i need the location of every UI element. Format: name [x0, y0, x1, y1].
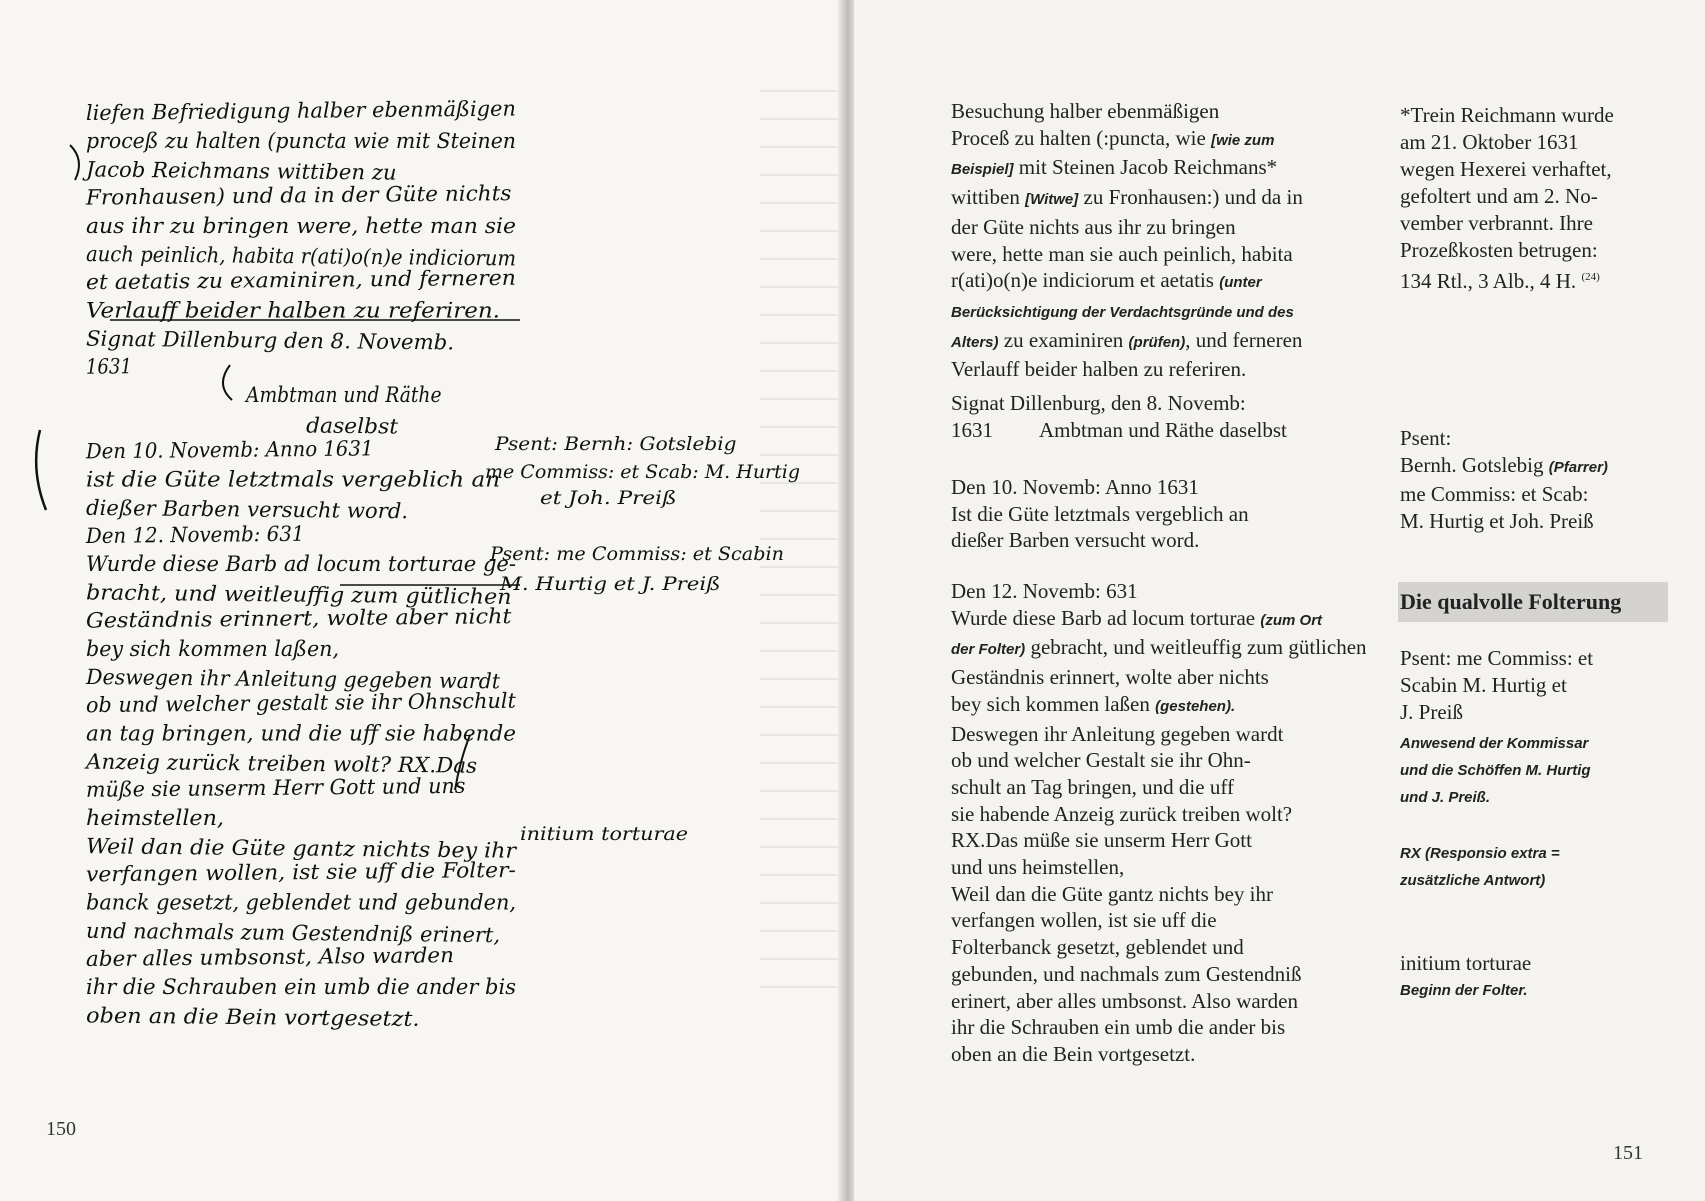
m-line: RX (Responsio extra = — [1400, 845, 1560, 862]
handwriting-line: Ambtman und Räthe — [244, 383, 442, 407]
m-line: Anwesend der Kommissar — [1400, 735, 1589, 752]
t-line: Wurde diese Barb ad locum torturae — [951, 605, 1256, 630]
t-line: schult an Tag bringen, und die uff — [951, 774, 1234, 799]
handwriting-line: liefen Befriedigung halber ebenmäßigen — [85, 96, 518, 125]
t-annotation: [Witwe] — [1025, 191, 1079, 209]
t-line: zu Fronhausen:) und da in — [1083, 185, 1303, 210]
handwriting-line: ist die Güte letztmals vergeblich an — [86, 467, 500, 492]
handwriting-line: bracht, und weitleuffig zum gütlichen — [85, 580, 488, 609]
handwriting-line: Anzeig zurück treiben wolt? RX.Das — [85, 749, 470, 778]
t-place: Ambtman und Räthe daselbst — [1039, 417, 1287, 442]
t-line: Signat Dillenburg, den 8. Novemb: — [951, 391, 1246, 415]
m-line: und die Schöffen M. Hurtig — [1400, 762, 1591, 779]
transcription-block-2 — [951, 390, 1391, 443]
t-annotation: (prüfen) — [1128, 333, 1186, 351]
m-line: Bernh. Gotslebig — [1400, 453, 1544, 477]
transcription-block-1 — [951, 98, 1391, 383]
handwriting-line: Jacob Reichmans wittiben zu — [85, 157, 395, 185]
t-line: RX.Das müße sie unserm Herr Gott — [951, 828, 1252, 853]
t-annotation: (gestehen). — [1155, 697, 1236, 715]
m-line: *Trein Reichmann wurde — [1400, 103, 1614, 127]
handwriting-line: müße sie unserm Herr Gott und uns — [85, 773, 472, 802]
t-line: sie habende Anzeig zurück treiben wolt? — [951, 801, 1293, 826]
handwriting-line: aus ihr zu bringen were, hette man sie — [86, 213, 516, 238]
t-line: und uns heimstellen, — [951, 855, 1125, 880]
margin-rx-note — [1400, 840, 1665, 894]
handwriting-margin-note: Psent: Bernh: Gotslebig — [493, 433, 737, 455]
handwriting-line: Signat Dillenburg den 8. Novemb. — [85, 326, 451, 355]
t-annotation: der Folter) — [951, 641, 1026, 659]
handwriting-line: verfangen wollen, ist sie uff die Folter- — [85, 858, 498, 887]
t-line: Folterbanck gesetzt, geblendet und — [951, 935, 1244, 960]
t-line: verfangen wollen, ist sie uff die — [951, 908, 1217, 933]
t-line: Geständnis erinnert, wolte aber nichts — [951, 665, 1269, 690]
left-page — [0, 0, 850, 1201]
handwriting-line: heimstellen, — [86, 806, 224, 830]
t-line: Weil dan die Güte gantz nichts bey ihr — [951, 881, 1273, 906]
handwriting-margin-note: initium torturae — [520, 823, 688, 845]
handwriting-margin-note: me Commiss: et Scab: M. Hurtig — [485, 461, 800, 483]
handwriting-line: banck gesetzt, geblendet und gebunden, — [86, 890, 516, 915]
m-line: am 21. Oktober 1631 — [1400, 130, 1579, 154]
t-line: dießer Barben versucht word. — [951, 528, 1200, 553]
handwriting-line: Verlauff beider halben zu referiren. — [86, 298, 500, 323]
t-line: gebunden, und nachmals zum Gestendniß — [951, 961, 1302, 986]
handwriting-line: Weil dan die Güte gantz nichts bey ihr — [85, 834, 494, 863]
handwriting-line: ob und welcher gestalt sie ihr Ohnschult — [85, 688, 520, 718]
handwriting-line: Fronhausen) und da in der Güte nichts — [85, 181, 500, 210]
t-line: ob und welcher Gestalt sie ihr Ohn- — [951, 748, 1251, 773]
handwriting-line: und nachmals zum Gestendniß erinert, — [85, 918, 502, 948]
handwriting-line: 1631 — [85, 354, 140, 379]
m-line: Scabin M. Hurtig et — [1400, 673, 1567, 697]
manuscript-main-text — [82, 96, 547, 1031]
m-line: gefoltert und am 2. No- — [1400, 184, 1598, 208]
t-line: Besuchung halber ebenmäßigen — [951, 99, 1220, 123]
section-heading: Die qualvolle Folterung — [1398, 582, 1668, 622]
handwriting-margin-note: et Joh. Preiß — [540, 487, 677, 509]
handwriting-line: daselbst — [305, 413, 395, 439]
handwriting-line: dießer Barben versucht word. — [85, 495, 406, 524]
handwriting-line: Deswegen ihr Anleitung gegeben wardt — [85, 665, 511, 694]
t-annotation: (unter — [1219, 274, 1262, 292]
t-line: erinert, aber alles umbsonst. Also warden — [951, 988, 1298, 1013]
page-number-left: 150 — [46, 1118, 76, 1140]
t-annotation: Berücksichtigung der Verdachtsgründe und des — [951, 303, 1294, 321]
t-line: Den 12. Novemb: 631 — [951, 579, 1138, 603]
t-year: 1631 — [951, 417, 993, 442]
manuscript-facsimile — [0, 0, 850, 1201]
handwriting-line: ihr die Schrauben ein umb die ander bis — [86, 975, 517, 1000]
handwriting-line: et aetatis zu examiniren, und ferneren — [85, 265, 496, 295]
t-line: Proceß zu halten (:puncta, wie — [951, 125, 1206, 150]
t-annotation: Beispiel] — [951, 161, 1014, 179]
t-line: zu examiniren — [1003, 327, 1124, 352]
m-line: und J. Preiß. — [1400, 789, 1491, 806]
handwriting-line: Den 10. Novemb: Anno 1631 — [85, 436, 393, 464]
t-line: oben an die Bein vortgesetzt. — [951, 1041, 1196, 1066]
t-line: Ist die Güte letztmals vergeblich an — [951, 501, 1249, 526]
manuscript-margin-notes — [485, 433, 800, 845]
m-line: M. Hurtig et Joh. Preiß — [1400, 509, 1594, 533]
m-line: Prozeßkosten betrugen: — [1400, 238, 1598, 262]
handwriting-line: oben an die Bein vortgesetzt. — [85, 1003, 399, 1031]
handwriting-line: Wurde diese Barb ad locum torturae ge- — [86, 552, 516, 577]
m-line: vember verbrannt. Ihre — [1400, 211, 1593, 235]
t-annotation: [wie zum — [1211, 131, 1275, 149]
transcription-block-3 — [951, 474, 1391, 554]
margin-footnote — [1400, 102, 1665, 295]
t-line: gebracht, und weitleuffig zum gütlichen — [1030, 635, 1367, 660]
t-line: der Güte nichts aus ihr zu bringen — [951, 214, 1236, 239]
page-number-right: 151 — [1613, 1142, 1643, 1164]
margin-translation — [1400, 730, 1665, 811]
handwriting-line: bey sich kommen laßen, — [86, 636, 339, 661]
m-line: Beginn der Folter. — [1400, 982, 1528, 999]
t-line: , und ferneren — [1185, 327, 1303, 352]
transcription-block-4 — [951, 578, 1391, 1068]
m-annotation: (Pfarrer) — [1548, 459, 1608, 476]
t-annotation: (zum Ort — [1260, 611, 1323, 629]
handwriting-line: Geständnis erinnert, wolte aber nicht — [85, 604, 487, 633]
t-line: Deswegen ihr Anleitung gegeben wardt — [951, 721, 1284, 746]
m-line: Psent: — [1400, 426, 1452, 450]
t-line: bey sich kommen laßen — [951, 691, 1150, 716]
m-line: wegen Hexerei verhaftet, — [1400, 157, 1612, 181]
handwriting-line: aber alles umbsonst, Also warden — [85, 943, 446, 971]
handwriting-line: an tag bringen, und die uff sie habende — [86, 721, 516, 746]
m-line: zusätzliche Antwort) — [1400, 872, 1546, 889]
footnote-ref: (24) — [1581, 271, 1600, 283]
t-line: Den 10. Novemb: Anno 1631 — [951, 475, 1199, 499]
m-line: initium torturae — [1400, 951, 1532, 975]
m-line: 134 Rtl., 3 Alb., 4 H. — [1400, 269, 1577, 293]
t-line: mit Steinen Jacob Reichmans* — [1018, 155, 1278, 180]
t-line: ihr die Schrauben ein umb die ander bis — [951, 1015, 1286, 1040]
handwriting-margin-note: Psent: me Commiss: et Scabin — [488, 543, 784, 565]
m-line: me Commiss: et Scab: — [1400, 482, 1589, 506]
t-annotation: Alters) — [951, 333, 999, 351]
m-line: J. Preiß — [1400, 700, 1463, 724]
handwriting-line: Den 12. Novemb: 631 — [85, 521, 319, 548]
margin-psent-1 — [1400, 425, 1665, 535]
handwriting-margin-note: M. Hurtig et J. Preiß — [498, 573, 721, 595]
t-line: r(ati)o(n)e indiciorum et aetatis — [951, 268, 1214, 293]
t-line: Verlauff beider halben zu referiren. — [951, 357, 1247, 382]
m-line: Psent: me Commiss: et — [1400, 646, 1594, 670]
t-line: wittiben — [951, 185, 1020, 210]
margin-initium — [1400, 950, 1665, 1004]
handwriting-line: proceß zu halten (puncta wie mit Steinen — [86, 129, 516, 154]
margin-psent-2 — [1400, 645, 1665, 726]
t-line: were, hette man sie auch peinlich, habita — [951, 241, 1293, 266]
handwriting-line: auch peinlich, habita r(ati)o(n)e indiciorum — [85, 242, 547, 271]
